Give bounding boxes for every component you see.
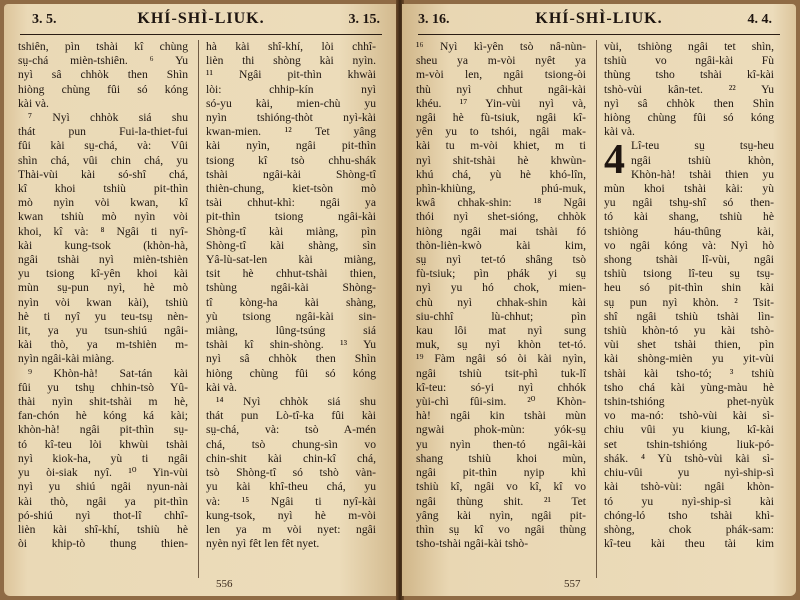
text-line: pó-shiú nyì thot-lî chhî-	[18, 508, 188, 522]
text-line: lièn kài shî-khí, tshiù hè	[18, 522, 188, 536]
text-line: kài shòng-mièn yu yit-vùi	[604, 352, 774, 366]
text-line: kài và.	[604, 125, 635, 139]
text-line: tshiên, pìn tshài kî chùng	[18, 40, 188, 53]
text-line: shìn chá, vûi chin chá, yu	[18, 153, 188, 167]
text-line: ngâi hè fù-tsiuk, ngâi kî-	[416, 111, 586, 125]
text-line: nyìn vòi kwan kài), tshiù	[18, 295, 188, 309]
text-line: Lî-teu sṳ tsṳ-heu	[631, 139, 774, 153]
left-header-rule	[20, 34, 382, 35]
right-column-1	[416, 40, 586, 551]
chapter-block	[604, 139, 774, 551]
text-line: thù nyì chhut ngâi-kài	[416, 82, 586, 96]
text-line: òi khip-tò thung thien-	[18, 537, 188, 551]
text-line: só-yu kài, mien-chù yu	[206, 96, 376, 110]
text-line: hà! ngâi kin tshài mùn	[416, 409, 586, 423]
text-line: nyèn nyì fêt len fêt nyet.	[206, 537, 320, 551]
text-line: tshài kî shin-shòng. ¹³ Yu	[206, 338, 376, 352]
text-line: kài thò, ya m-tshièn m-	[18, 338, 188, 352]
text-line: kwan tshiù mò nyìn vòi	[18, 210, 188, 224]
text-line: yu kài khî-theu chá, yu	[206, 480, 376, 494]
text-line: thìn sṳ kî vo ngâi thùng	[416, 522, 586, 536]
text-line: khòn-hà! ngâi pit-thìn sṳ-	[18, 423, 188, 437]
text-line: ¹⁶ Nyì kì-yên tsò nâ-nùn-	[416, 40, 586, 53]
text-line: khú chá, yù hè khó-lîn,	[416, 167, 586, 181]
text-line: yùi-chì fûi-sim. ²⁰ Khòn-	[416, 395, 586, 409]
text-line: ngâi tshài nyì mièn-tshièn	[18, 253, 188, 267]
text-line: tsho-tshài ngâi-kài tshò-	[416, 537, 529, 551]
chapter-number: 4	[604, 137, 625, 184]
text-line: ngâi tshiù tsit-phì tuk-lî	[416, 366, 586, 380]
text-line: kài nyìn, ngâi pit-thìn	[206, 139, 376, 153]
text-line: tsiong kî tsò chhu-shák	[206, 153, 376, 167]
text-line: siu-chhî lù-chhut; pìn	[416, 309, 586, 323]
text-line: nyìn tshióng-thòt nyì-kài	[206, 111, 376, 125]
text-line: chóng-ló tsho tshài khì-	[604, 508, 774, 522]
text-line: kung-tsok, nyì hè m-vòi	[206, 508, 376, 522]
text-line: ⁹ Khòn-hà! Sat-tán kài	[28, 366, 188, 380]
text-line: shák. ⁴ Yù tshò-vùi kài sì-	[604, 451, 774, 465]
text-line: thài nyìn shit-tshài m hè,	[18, 395, 188, 409]
text-line: tshiù vo ngâi-kài Fù	[604, 54, 774, 68]
text-line: Shòng-tî kài miàng, pìn	[206, 224, 376, 238]
text-line: tshiù khòn-tó yu kài tshò-	[604, 324, 774, 338]
text-line: fûi kài sṳ-chá, và: Vûi	[18, 139, 188, 153]
text-line: heu só pit-thìn shin kài	[604, 281, 774, 295]
text-line: kài kung-tsok (khòn-hà,	[18, 238, 188, 252]
text-line: sṳ-chá, và: tsò A-mén	[206, 423, 376, 437]
text-line: m-vòi len, ngâi tsiong-òi	[416, 68, 586, 82]
text-line: khéu. ¹⁷ Yin-vùi nyì và,	[416, 96, 586, 110]
text-line: shong tshài lî-vùi, ngâi	[604, 253, 774, 267]
text-line: kwan-mien. ¹² Tet yâng	[206, 125, 376, 139]
text-line: Yâ-lù-sat-len kài miàng,	[206, 253, 376, 267]
text-line: tshiù kî, ngâi vo kî, kî vo	[416, 480, 586, 494]
text-line: vùi, tshiòng ngâi tet shìn,	[604, 40, 774, 53]
text-line: vùi shet tshài thien, pìn	[604, 338, 774, 352]
text-line: shî ngâi tshiù tshài lìn-	[604, 309, 774, 323]
text-line: kî-teu: só-yi nyì chhók	[416, 380, 586, 394]
text-line: yù tsiong ngâi-kài sin-	[206, 309, 376, 323]
text-line: yên yu to tshói, ngâi mak-	[416, 125, 586, 139]
text-line: ¹¹ Ngâi pit-thìn khwài	[206, 68, 376, 82]
text-line: lòi: chhip-kín nyì	[206, 82, 376, 96]
right-column-2-chapter-text	[604, 139, 774, 551]
text-line: nyì sâ chhòk then Shìn	[604, 96, 774, 110]
text-line: kau lôi mat nyì sung	[416, 324, 586, 338]
text-line: nyì shit-tshài hè khwùn-	[416, 153, 586, 167]
text-line: tî kòng-ha kài shàng,	[206, 295, 376, 309]
left-page-header	[4, 10, 398, 34]
text-line: kài thò, ngâi ya pit-thìn	[18, 494, 188, 508]
left-page-ref-end: 3. 15.	[348, 12, 380, 27]
text-line: nyì kiok-ha, yù ti ngâi	[18, 451, 188, 465]
text-line: yâng kài nyìn, ngâi pit-	[416, 508, 586, 522]
text-line: ¹⁴ Nyì chhòk siá shu	[216, 395, 376, 409]
text-line: chin-shit kài chin-kî chá,	[206, 451, 376, 465]
text-line: nyì sâ chhòk then Shìn	[18, 68, 188, 82]
text-line: Shòng-tî kài shàng, sìn	[206, 238, 376, 252]
left-column-divider	[198, 40, 199, 578]
left-page-ref-start: 3. 5.	[32, 12, 57, 27]
text-line: fan-chón hè kóng ká kài;	[18, 409, 188, 423]
text-line: sṳ nyì tet-tó shâng tsò	[416, 253, 586, 267]
text-line: sheu ya m-vòi nyêt ya	[416, 54, 586, 68]
text-line: hiòng chùng fûi só kóng	[206, 366, 376, 380]
text-line: và: ¹⁵ Ngâi ti nyî-kài	[206, 494, 376, 508]
right-page-ref-start: 3. 16.	[418, 12, 450, 27]
text-line: tó yu nyì-ship-sì kài	[604, 494, 774, 508]
text-line: kî khoi tshiù pit-thìn	[18, 182, 188, 196]
left-page-number: 556	[216, 578, 233, 590]
text-line: hè ti nyî yu teu-tsṳ nèn-	[18, 309, 188, 323]
text-line: ⁷ Nyì chhòk siá shu	[28, 111, 188, 125]
text-line: shòng, chok phák-sam:	[604, 522, 774, 536]
text-line: nyì sâ chhòk then Shìn	[206, 352, 376, 366]
text-line: tshiòng háu-thûng kài,	[604, 224, 774, 238]
right-page-title: KHÍ-SHÌ-LIUK.	[535, 10, 663, 27]
right-page	[402, 4, 796, 596]
text-line: hiòng chùng fûi só kóng	[604, 111, 774, 125]
text-line: lit, ya yu tsun-shiú ngâi-	[18, 324, 188, 338]
text-line: ngâi pit-thìn nyip khì	[416, 466, 586, 480]
text-line: thát pun Lò-tî-ka fûi kài	[206, 409, 376, 423]
text-line: tó kî-teu lòi khwùi tshài	[18, 437, 188, 451]
text-line: kài tshò-vùi: ngâi khòn-	[604, 480, 774, 494]
text-line: mùn khoi tshài kài: yù	[604, 182, 774, 196]
text-line: tsài chhut-khì: ngâi ya	[206, 196, 376, 210]
text-line: vo ma-nó: tshò-vùi kài sì-	[604, 409, 774, 423]
text-line: kài và.	[206, 380, 237, 394]
text-line: tshiù tsiong lî-teu sṳ tsṳ-	[604, 267, 774, 281]
right-page-ref-end: 4. 4.	[747, 12, 772, 27]
text-line: chù nyì chhak-shin kài	[416, 295, 586, 309]
text-line: chiu-vûi yu nyì-ship-sì	[604, 466, 774, 480]
text-line: kwâ chhak-shin: ¹⁸ Ngâi	[416, 196, 586, 210]
text-line: fûi yu tshṳ chhin-tsò Yû-	[18, 380, 188, 394]
text-line: hiòng ngâi mai tshài fó	[416, 224, 586, 238]
text-line: yu nyìn then-tó ngâi-kài	[416, 437, 586, 451]
text-line: nyì yu shiú ngâi nyun-nài	[18, 480, 188, 494]
text-line: tsò Shòng-tî só tshò vàn-	[206, 466, 376, 480]
text-line: thòn-lièn-kwò kài kim,	[416, 238, 586, 252]
text-line: thùng tsho tshài kî-kài	[604, 68, 774, 82]
text-line: sṳ pun nyì khòn. ² Tsit-	[604, 295, 774, 309]
right-page-number: 557	[564, 578, 581, 590]
text-line: hà kài shî-khí, lòi chhî-	[206, 40, 376, 53]
text-line: yu òi-siak nyî. ¹⁰ Yin-vùi	[18, 466, 188, 480]
text-line: tshò-vùi kân-tet. ²² Yu	[604, 82, 774, 96]
text-line: thói nyì shet-sióng, chhòk	[416, 210, 586, 224]
text-line: Thài-vùi kài só-shî chá,	[18, 167, 188, 181]
text-line: mùn sṳ-pun nyì, hè mò	[18, 281, 188, 295]
text-line: nyì yu hó chok, mien-	[416, 281, 586, 295]
right-page-header	[402, 10, 796, 34]
text-line: tsho chá kài yùng-màu hè	[604, 380, 774, 394]
text-line: len ya m vòi nyet: ngâi	[206, 522, 376, 536]
text-line: vo ngâi kóng và: Nyì hò	[604, 238, 774, 252]
text-line: tshùng ngâi-kài Shòng-	[206, 281, 376, 295]
left-column-1	[18, 40, 188, 551]
text-line: yu ngâi tshṳ-shî só then-	[604, 196, 774, 210]
text-line: ngwài phok-mùn: yók-sṳ	[416, 423, 586, 437]
text-line: sṳ-chá mièn-tshiên. ⁶ Yu	[18, 54, 188, 68]
right-header-rule	[418, 34, 780, 35]
right-column-2-top	[604, 40, 774, 139]
text-line: chiu vûi yu kiung, kî-kài	[604, 423, 774, 437]
text-line: tshin-tshióng phet-nyùk	[604, 395, 774, 409]
text-line: fù-tsiuk; pìn phák yi sṳ	[416, 267, 586, 281]
left-page	[4, 4, 398, 596]
right-column-divider	[596, 40, 597, 578]
text-line: Khòn-hà! tshài thien yu	[631, 167, 774, 181]
text-line: tsit hè chhut-tshài thien,	[206, 267, 376, 281]
text-line: tshài ngâi-kài Shòng-tî	[206, 167, 376, 181]
left-page-title: KHÍ-SHÌ-LIUK.	[137, 10, 265, 27]
right-column-2	[604, 40, 774, 551]
text-line: ngâi thùng shit. ²¹ Tet	[416, 494, 586, 508]
text-line: phìn-khiùng, phú-muk,	[416, 182, 586, 196]
text-line: yu tsiong kî-yên khoi kài	[18, 267, 188, 281]
text-line: kài tu m-vòi khiet, m ti	[416, 139, 586, 153]
text-line: chá, tsò chung-sìn vo	[206, 437, 376, 451]
left-column-2	[206, 40, 376, 551]
text-line: ngâi tshiù khòn,	[631, 153, 774, 167]
text-line: tó kài shang, tshiù hè	[604, 210, 774, 224]
text-line: khoi, kî và: ⁸ Ngâi ti nyî-	[18, 224, 188, 238]
text-line: ¹⁹ Fàm ngâi só òi kài nyìn,	[416, 352, 586, 366]
text-line: mò nyìn vòi kwan, kî	[18, 196, 188, 210]
text-line: nyìn ngâi-kài miàng.	[18, 352, 115, 366]
text-line: hiòng chùng fûi só kóng	[18, 82, 188, 96]
text-line: kài và.	[18, 96, 49, 110]
text-line: miàng, lûng-tsúng siá	[206, 324, 376, 338]
text-line: muk, sṳ nyì khòn tet-tó.	[416, 338, 586, 352]
text-line: tshài kài tsho-tó; ³ tshiù	[604, 366, 774, 380]
text-line: pit-thìn tsiong ngâi-kài	[206, 210, 376, 224]
text-line: kî-teu kài theu tài kim	[604, 537, 774, 551]
text-line: thièn-chung, kiet-tsòn mò	[206, 182, 376, 196]
text-line: thát pun Fui-la-thiet-fui	[18, 125, 188, 139]
text-line: lièn thi shòng kài nyìn.	[206, 54, 376, 68]
text-line: set tshin-tshióng liuk-pó-	[604, 437, 774, 451]
text-line: shang tshiù khoi mùn,	[416, 451, 586, 465]
